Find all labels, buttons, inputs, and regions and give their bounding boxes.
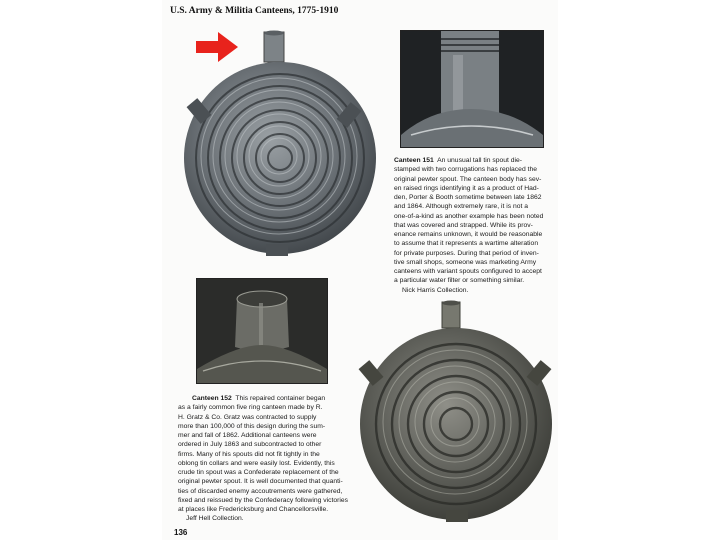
caption-line: and 1864. Although extremely rare, it is not a (394, 203, 528, 211)
caption-line: one-of-a-kind as another example has been noted (394, 212, 544, 220)
caption-line: to assume that it represents a wartime alteration (394, 240, 539, 248)
canteen-151-spout-closeup-photo (400, 30, 544, 148)
caption-line: canteens with variant spouts configured to accept (394, 268, 542, 275)
caption-line: oblong tin collars and were easily lost. Evidently, this (178, 459, 335, 467)
caption-line: original pewter spout. It is well documented that quanti- (178, 478, 343, 486)
caption-line: for private purposes. During that period of inven- (394, 249, 539, 257)
caption-line: stamped with two corrugations has replaced the (394, 166, 537, 174)
caption-line: mer and fall of 1862. Additional canteens were (178, 432, 317, 439)
caption-line: den, Porter & Booth sometime between late 1862 (394, 194, 542, 201)
caption-line: ordered in July 1863 and subcontracted to other (178, 441, 322, 449)
caption-line: tive small shops, someone was marketing Army (394, 258, 537, 266)
caption-line: ties of discarded enemy accoutrements were gathered, (178, 487, 343, 495)
caption-line: firms. Many of his spouts did not fit tightly in the (178, 450, 320, 458)
canteen-152-caption (178, 394, 358, 524)
caption-line: Canteen 151 An unusual tall tin spout die- (394, 157, 522, 164)
caption-label: Canteen 151 (394, 157, 434, 164)
running-head: U.S. Army & Militia Canteens, 1775-1910 (170, 6, 339, 16)
caption-line: more than 100,000 of this design during the sum- (178, 422, 326, 430)
caption-credit: Jeff Hell Collection. (186, 515, 244, 523)
caption-line: Canteen 152 This repaired container began (192, 395, 326, 402)
caption-line: at places like Fredericksburg and Chancellorsville. (178, 506, 329, 513)
caption-line: as a fairly common five ring canteen made by R. (178, 404, 323, 412)
canteen-151-photo (182, 30, 382, 262)
caption-credit: Nick Harris Collection. (402, 286, 469, 294)
caption-label: Canteen 152 (192, 395, 232, 402)
canteen-151-caption (394, 156, 554, 295)
canteen-152-spout-closeup-photo (196, 278, 328, 384)
caption-line: fixed and reissued by the Confederacy following victories (178, 496, 348, 504)
caption-line: crude tin spout was a Confederate replacement of the (178, 469, 339, 476)
caption-line: en raised rings identifying it as a product of Had- (394, 184, 539, 192)
caption-line: H. Gratz & Co. Gratz was contracted to supply (178, 413, 317, 421)
canteen-152-photo (356, 300, 556, 526)
caption-line: enance remains unknown, it would be reasonable (394, 231, 543, 238)
caption-line: a particular water filter or something similar. (394, 277, 525, 285)
page-number: 136 (174, 528, 188, 537)
caption-line: that was covered and strapped. While its prov- (394, 221, 533, 229)
caption-line: original pewter spout. The canteen body has sev- (394, 175, 542, 183)
